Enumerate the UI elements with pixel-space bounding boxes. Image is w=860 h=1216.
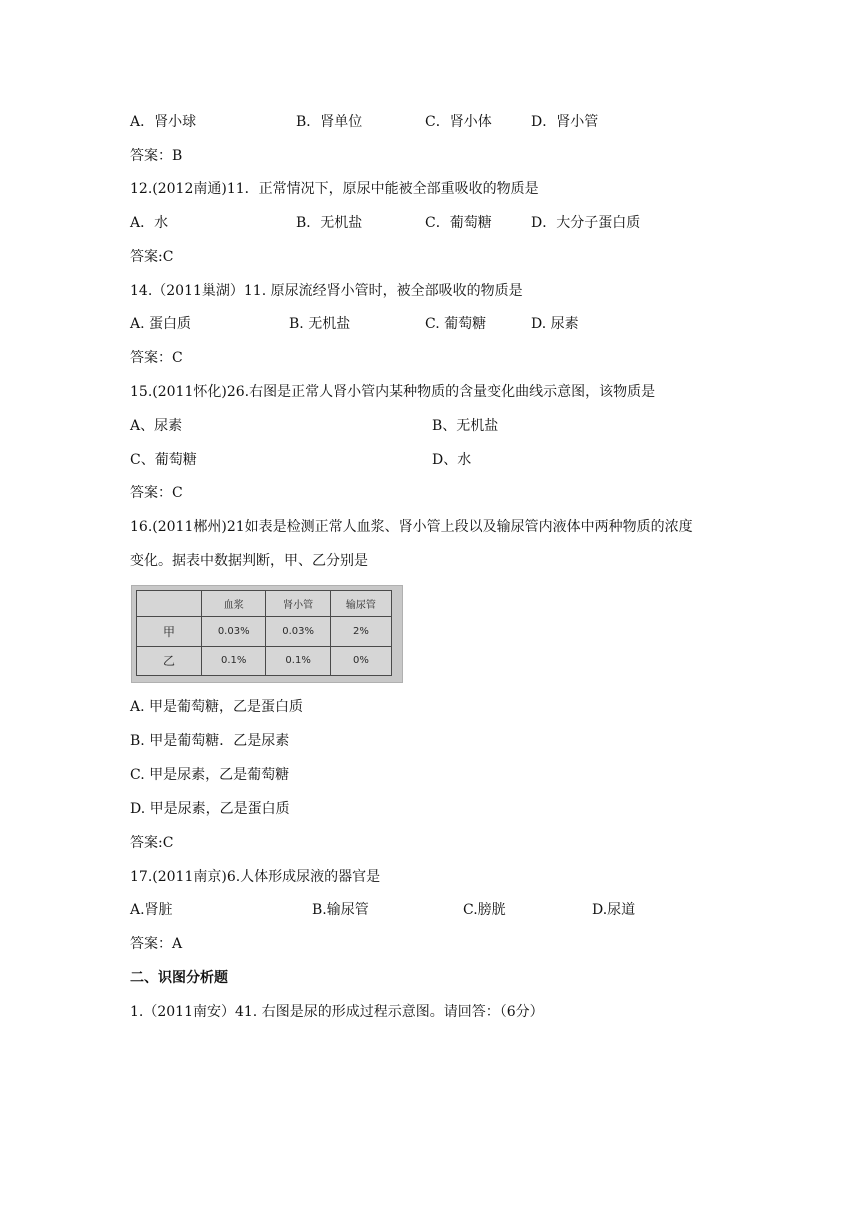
question-stem: 16.(2011郴州)21如表是检测正常人血浆、肾小管上段以及输尿管内液体中两种物质的浓度 (130, 519, 693, 535)
question-stem: 1.（2011南安）41. 右图是尿的形成过程示意图。请回答：（6分） (130, 1004, 544, 1020)
option-c: C．肾小体 (425, 114, 492, 130)
table-row (137, 617, 392, 646)
data-table (136, 590, 392, 676)
option-a: A. 甲是葡萄糖，乙是蛋白质 (130, 699, 304, 715)
option-a: A．肾小球 (130, 114, 197, 130)
table-cell: 0% (330, 646, 391, 675)
row-header: 乙 (137, 646, 202, 675)
section-title: 二、识图分析题 (130, 970, 228, 986)
question-stem-continued: 变化。据表中数据判断，甲、乙分别是 (130, 553, 368, 569)
option-c: C. 葡萄糖 (425, 316, 487, 332)
option-a: A.肾脏 (130, 902, 173, 918)
option-d: D. 尿素 (531, 316, 579, 332)
answer: 答案：B (130, 148, 183, 164)
option-b: B．无机盐 (296, 215, 363, 231)
option-a: A．水 (130, 215, 169, 231)
option-a: A、尿素 (130, 418, 183, 434)
table-cell: 0.03% (266, 617, 330, 646)
table-cell: 0.1% (266, 646, 330, 675)
option-a: A. 蛋白质 (130, 316, 192, 332)
question-stem: 15.(2011怀化)26.右图是正常人肾小管内某种物质的含量变化曲线示意图，该物质是 (130, 384, 656, 400)
answer: 答案:C (130, 835, 174, 851)
option-c: C、葡萄糖 (130, 452, 197, 468)
question-stem: 12.(2012南通)11．正常情况下，原尿中能被全部重吸收的物质是 (130, 181, 539, 197)
option-d: D．大分子蛋白质 (531, 215, 641, 231)
option-b: B．肾单位 (296, 114, 363, 130)
table-cell: 0.1% (202, 646, 266, 675)
option-b: B. 无机盐 (289, 316, 351, 332)
table-cell: 0.03% (202, 617, 266, 646)
table-header-cell: 肾小管 (266, 591, 330, 617)
option-c: C．葡萄糖 (425, 215, 492, 231)
question-stem: 17.(2011南京)6.人体形成尿液的器官是 (130, 869, 381, 885)
table-header-cell: 血浆 (202, 591, 266, 617)
answer: 答案:C (130, 249, 174, 265)
option-b: B、无机盐 (432, 418, 499, 434)
option-b: B.输尿管 (312, 902, 369, 918)
option-d: D.尿道 (592, 902, 636, 918)
option-c: C.膀胱 (463, 902, 506, 918)
option-d: D. 甲是尿素，乙是蛋白质 (130, 801, 290, 817)
answer: 答案：A (130, 936, 183, 952)
table-row (137, 646, 392, 675)
table-header-row (137, 591, 392, 617)
option-c: C. 甲是尿素，乙是葡萄糖 (130, 767, 290, 783)
answer: 答案：C (130, 485, 183, 501)
option-d: D．肾小管 (531, 114, 599, 130)
table-header-cell (137, 591, 202, 617)
table-header-cell: 输尿管 (330, 591, 391, 617)
answer: 答案：C (130, 350, 183, 366)
option-b: B. 甲是葡萄糖．乙是尿素 (130, 733, 290, 749)
option-d: D、水 (432, 452, 472, 468)
table-cell: 2% (330, 617, 391, 646)
data-table-photo (131, 585, 403, 683)
question-stem: 14.（2011巢湖）11. 原尿流经肾小管时，被全部吸收的物质是 (130, 283, 523, 299)
row-header: 甲 (137, 617, 202, 646)
